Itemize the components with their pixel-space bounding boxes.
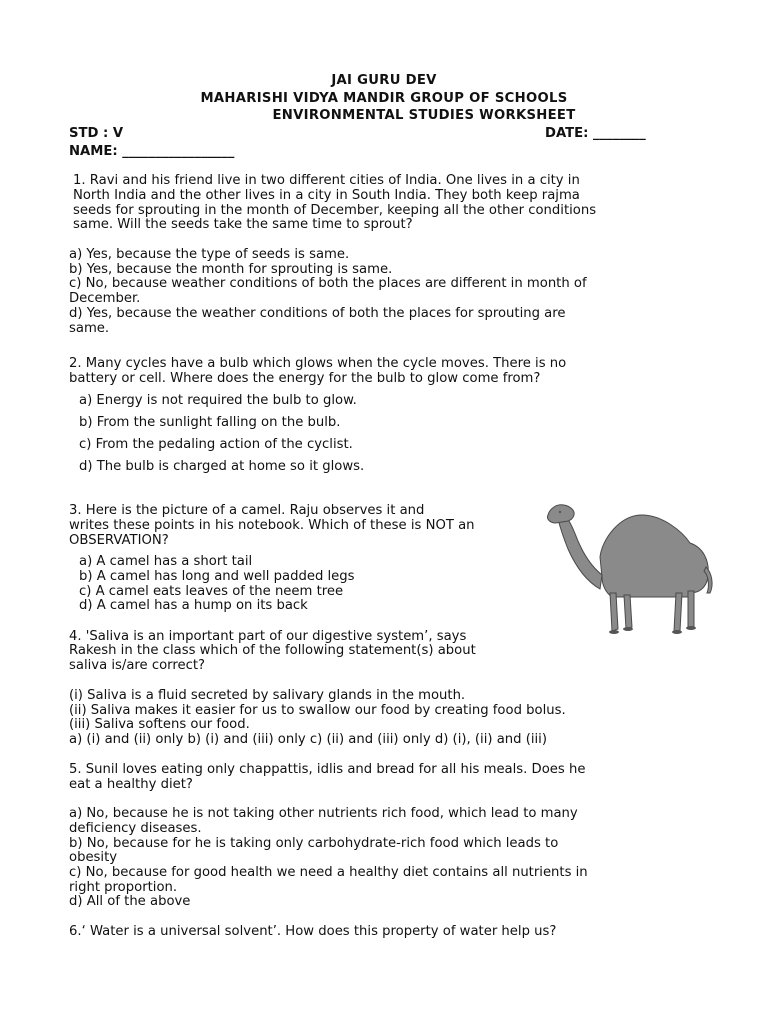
- q2-text: battery or cell. Where does the energy for the bulb to glow come from?: [69, 371, 541, 386]
- q4-statement-iii: (iii) Saliva softens our food.: [69, 717, 250, 732]
- q1-option-d-cont: same.: [69, 321, 110, 336]
- q3-text: 3. Here is the picture of a camel. Raju observes it and: [69, 503, 425, 518]
- q5-option-d: d) All of the above: [69, 894, 191, 909]
- q2-option-c: c) From the pedaling action of the cyclist.: [79, 437, 353, 452]
- school-name: MAHARISHI VIDYA MANDIR GROUP OF SCHOOLS: [200, 91, 568, 106]
- q2-option-b: b) From the sunlight falling on the bulb.: [79, 415, 341, 430]
- q1-option-c: c) No, because weather conditions of both the places are different in month of: [69, 276, 587, 291]
- q5-option-a-cont: deficiency diseases.: [69, 821, 202, 836]
- q2-text: 2. Many cycles have a bulb which glows when the cycle moves. There is no: [69, 356, 567, 371]
- q3-option-d: d) A camel has a hump on its back: [79, 598, 308, 613]
- q3-option-a: a) A camel has a short tail: [79, 554, 253, 569]
- q1-option-c-cont: December.: [69, 291, 141, 306]
- school-motto: JAI GURU DEV: [331, 73, 437, 88]
- q4-text: Rakesh in the class which of the following statement(s) about: [69, 643, 476, 658]
- q3-text: OBSERVATION?: [69, 533, 169, 548]
- q3-option-b: b) A camel has long and well padded legs: [79, 569, 355, 584]
- q6-text: 6.‘ Water is a universal solvent’. How does this property of water help us?: [69, 924, 557, 939]
- q4-statement-ii: (ii) Saliva makes it easier for us to swallow our food by creating food bolus.: [69, 703, 566, 718]
- q3-option-c: c) A camel eats leaves of the neem tree: [79, 584, 344, 599]
- q5-option-a: a) No, because he is not taking other nutrients rich food, which lead to many: [69, 806, 578, 821]
- q2-option-d: d) The bulb is charged at home so it glows.: [79, 459, 365, 474]
- std-label: STD : V: [69, 126, 124, 141]
- q1-option-b: b) Yes, because the month for sprouting is same.: [69, 262, 393, 277]
- q5-option-c: c) No, because for good health we need a healthy diet contains all nutrients in: [69, 865, 588, 880]
- q4-options: a) (i) and (ii) only b) (i) and (iii) only c) (ii) and (iii) only d) (i), (ii) and (iii): [69, 732, 547, 747]
- q4-statement-i: (i) Saliva is a fluid secreted by salivary glands in the mouth.: [69, 688, 466, 703]
- q5-option-c-cont: right proportion.: [69, 880, 178, 895]
- q4-text: saliva is/are correct?: [69, 658, 206, 673]
- q1-option-a: a) Yes, because the type of seeds is same.: [69, 247, 350, 262]
- q5-option-b-cont: obesity: [69, 850, 118, 865]
- camel-image: [540, 497, 720, 637]
- q5-text: eat a healthy diet?: [69, 777, 193, 792]
- q1-text: 1. Ravi and his friend live in two different cities of India. One lives in a city in: [73, 173, 580, 188]
- q1-option-d: d) Yes, because the weather conditions of both the places for sprouting are: [69, 306, 566, 321]
- q2-option-a: a) Energy is not required the bulb to glow.: [79, 393, 357, 408]
- q5-text: 5. Sunil loves eating only chappattis, idlis and bread for all his meals. Does he: [69, 762, 586, 777]
- worksheet-title: ENVIRONMENTAL STUDIES WORKSHEET: [272, 108, 576, 123]
- q3-text: writes these points in his notebook. Which of these is NOT an: [69, 518, 475, 533]
- date-field: DATE: ________: [545, 126, 646, 141]
- q5-option-b: b) No, because for he is taking only carbohydrate-rich food which leads to: [69, 836, 559, 851]
- q1-text: North India and the other lives in a city in South India. They both keep rajma: [73, 188, 580, 203]
- q4-text: 4. 'Saliva is an important part of our digestive system’, says: [69, 629, 467, 644]
- q1-text: same. Will the seeds take the same time to sprout?: [73, 217, 413, 232]
- name-field: NAME: _________________: [69, 144, 235, 159]
- q1-text: seeds for sprouting in the month of December, keeping all the other conditions: [73, 203, 597, 218]
